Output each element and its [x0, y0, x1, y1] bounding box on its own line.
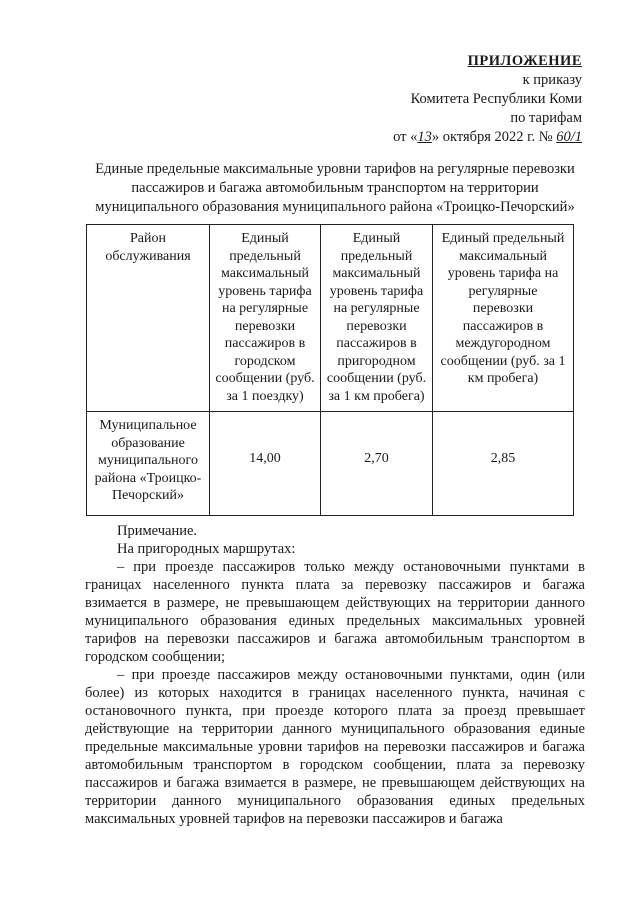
appendix-line-tariffs: по тарифам [510, 110, 582, 126]
date-day: 13 [417, 129, 432, 145]
notes-heading: Примечание. [117, 523, 198, 539]
header-district: Район обслуживания [87, 225, 210, 412]
header-urban: Единый предельный максимальный уровень тарифа на регулярные перевозки пассажиров в городском сообщении (руб. за 1 поездку) [210, 225, 321, 412]
cell-suburban: 2,70 [321, 412, 433, 516]
header-intercity: Единый предельный максимальный уровень тарифа на регулярные перевозки пассажиров в междугородном сообщении (руб. за 1 км пробега) [433, 225, 574, 412]
date-middle: » октября 2022 г. № [431, 129, 557, 145]
header-suburban: Единый предельный максимальный уровень тарифа на регулярные перевозки пассажиров в пригородном сообщении (руб. за 1 км пробега) [321, 225, 433, 412]
notes-subheading: На пригородных маршрутах: [117, 541, 296, 557]
appendix-date-line [282, 128, 582, 147]
table-header-row [87, 225, 574, 412]
cell-district: Муниципальное образование муниципального района «Троицко-Печорский» [87, 412, 210, 516]
cell-urban: 14,00 [210, 412, 321, 516]
title-line-3: муниципального образования муниципального района «Троицко-Печорский» [95, 199, 575, 215]
appendix-header [282, 52, 582, 147]
cell-intercity: 2,85 [433, 412, 574, 516]
title-line-2: пассажиров и багажа автомобильным транспортом на территории [131, 180, 539, 196]
document-title [80, 160, 590, 217]
appendix-line-order: к приказу [522, 72, 582, 88]
note-item-2: – при проезде пассажиров между остановочными пунктами, один (или более) из которых находится в границах населенного пункта, начиная с остановочного пункта, при проезде которого плата за проезд превышает действующие на территории данного муниципального образования единые предельные максимальные уровни тарифов на перевозки пассажиров и багажа автомобильным транспортом в городском сообщении, плата за перевозку пассажиров и багажа взимается в размере, не превышающем действующих на территории данного муниципального образования единых предельных максимальных уровней тарифов на перевозки пассажиров и багажа [85, 667, 585, 827]
table-row [87, 412, 574, 516]
date-prefix: от « [393, 129, 418, 145]
title-line-1: Единые предельные максимальные уровни тарифов на регулярные перевозки [95, 161, 575, 177]
notes-section [85, 522, 585, 828]
tariff-table [86, 224, 574, 516]
order-number: 60/1 [556, 129, 582, 145]
appendix-title: ПРИЛОЖЕНИЕ [467, 53, 582, 69]
note-item-1: – при проезде пассажиров только между остановочными пунктами в границах населенного пункта плата за перевозку пассажиров и багажа взимается в размере, не превышающем действующих на территории данного муниципального образования единых предельных максимальных уровней тарифов на перевозки пассажиров и багажа автомобильным транспортом в городском сообщении; [85, 559, 585, 665]
appendix-line-committee: Комитета Республики Коми [410, 91, 582, 107]
